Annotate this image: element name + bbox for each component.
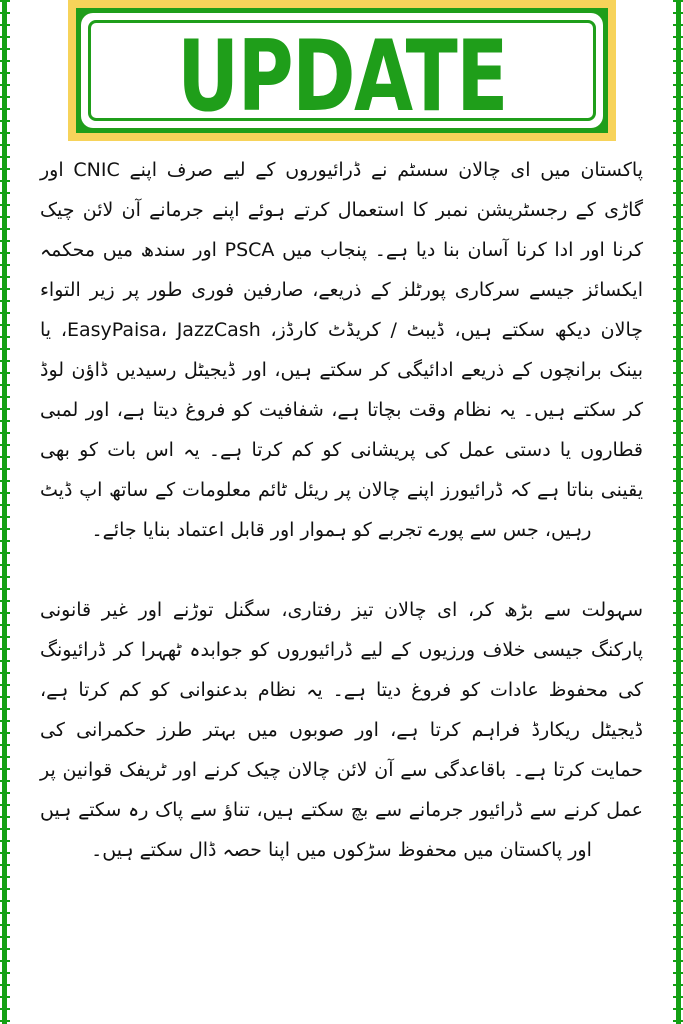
article-paragraph-1 <box>40 150 643 550</box>
banner-green-frame <box>76 8 608 133</box>
left-decorative-border <box>0 0 10 1024</box>
article-body <box>40 150 643 910</box>
banner-white-panel <box>83 15 601 134</box>
update-banner <box>68 0 616 141</box>
paragraph-text: پاکستان میں ای چالان سسٹم نے ڈرائیوروں کے لیے صرف اپنے CNIC اور گاڑی کے رجسٹریشن نمبر کا استعمال کرتے ہوئے اپنے جرمانے آن لائن چیک کرنا اور ادا کرنا آسان بنا دیا ہے۔ پنجاب میں PSCA اور سندھ میں محکمہ ایکسائز جیسے سرکاری پورٹلز کے ذریعے، صارفین فوری طور پر زیر التواء چالان دیکھ سکتے ہیں، ڈیبٹ / کریڈٹ کارڈز، EasyPaisa، JazzCash، یا بینک برانچوں کے ذریعے ادائیگی کر سکتے ہیں، اور ڈیجیٹل رسیدیں ڈاؤن لوڈ کر سکتے ہیں۔ یہ نظام وقت بچاتا ہے، شفافیت کو فروغ دیتا ہے، اور لمبی قطاروں یا دستی عمل کی پریشانی کو کم کرتا ہے۔ یہ اس بات کو بھی یقینی بناتا ہے کہ ڈرائیورز اپنے چالان پر ریئل ٹائم معلومات کے ساتھ اپ ڈیٹ رہیں، جس سے پورے تجربے کو ہموار اور قابل اعتماد بنایا جائے۔ <box>40 159 644 541</box>
banner-title: UPDATE <box>177 20 507 134</box>
article-paragraph-2 <box>40 590 643 870</box>
border-bar <box>2 0 7 1024</box>
right-decorative-border <box>673 0 683 1024</box>
border-bar <box>676 0 681 1024</box>
paragraph-text: سہولت سے بڑھ کر، ای چالان تیز رفتاری، سگنل توڑنے اور غیر قانونی پارکنگ جیسی خلاف ورزیوں کے لیے ڈرائیوروں کو جوابدہ ٹھہرا کر ڈرائیونگ کی محفوظ عادات کو فروغ دیتا ہے۔ یہ نظام بدعنوانی کو کم کرتا ہے، ڈیجیٹل ریکارڈ فراہم کرتا ہے، اور صوبوں میں بہتر طرز حکمرانی کی حمایت کرتا ہے۔ باقاعدگی سے آن لائن چالان چیک کرنے اور ٹریفک قوانین پر عمل کرنے سے ڈرائیور جرمانے سے بچ سکتے ہیں، تناؤ سے پاک رہ سکتے ہیں اور پاکستان میں محفوظ سڑکوں میں اپنا حصہ ڈال سکتے ہیں۔ <box>40 599 643 861</box>
